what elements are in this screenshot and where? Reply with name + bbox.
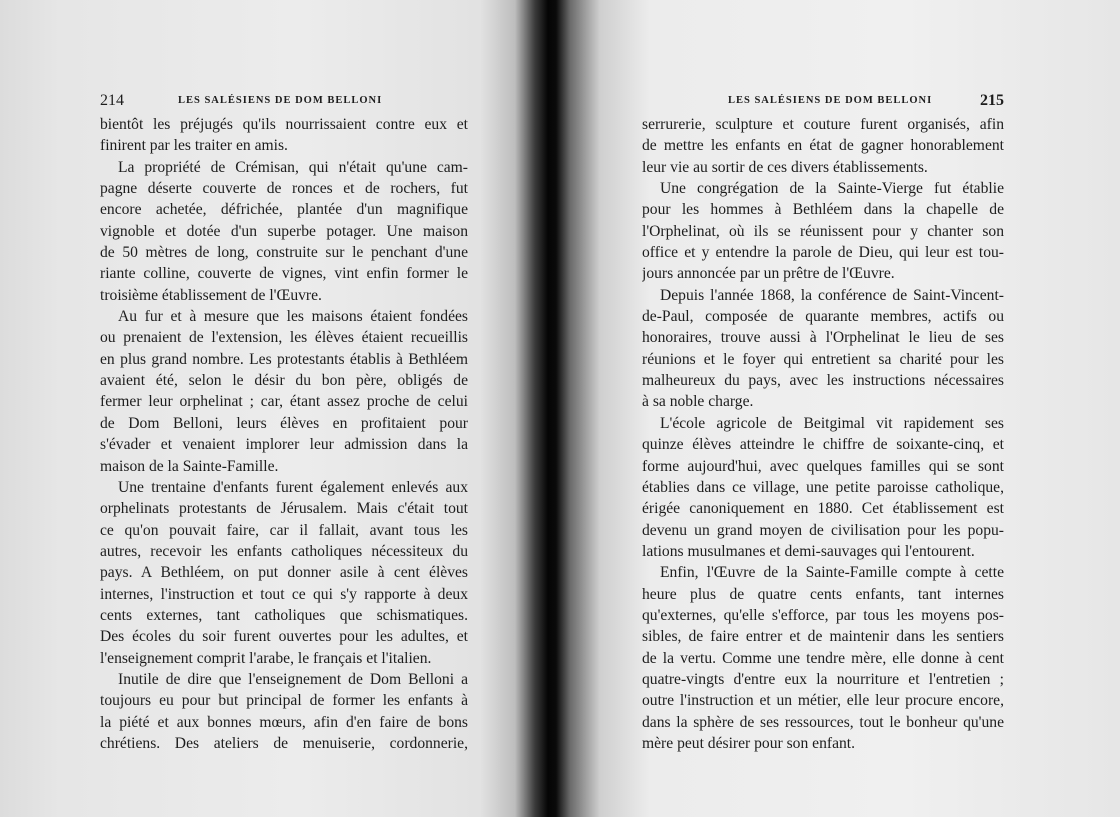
text-line: pays. A Bethléem, on put donner asile à cent élèves — [100, 564, 468, 582]
text-line: de la vertu. Comme une tendre mère, elle donne à cent — [642, 649, 1004, 667]
page-number: 214 — [100, 92, 124, 109]
text-line: Depuis l'année 1868, la conférence de Saint-Vincent- — [660, 286, 1004, 304]
paragraph — [100, 306, 468, 477]
text-line: l'Orphelinat, où ils se réunissent pour y chanter son — [642, 222, 1004, 240]
text-line: internes, l'instruction et tout ce qui s'y rapporte à deux — [100, 585, 468, 603]
text-line: de-Paul, composée de quarante membres, actifs ou — [642, 308, 1004, 326]
text-line: autres, recevoir les enfants catholiques nécessiteux du — [100, 542, 468, 560]
text-line: fermer leur orphelinat ; car, étant assez proche de celui — [100, 393, 468, 411]
text-line: honoraires, trouve aussi à l'Orphelinat le lieu de ses — [642, 329, 1004, 347]
page-number: 215 — [980, 92, 1004, 109]
text-line: de 50 mètres de long, construite sur le penchant d'une — [100, 244, 468, 262]
text-line: avaient été, selon le désir du bon père, obligés de — [100, 372, 468, 390]
text-line: heure plus de quatre cents enfants, tant internes — [642, 585, 1004, 603]
text-line: mère peut désirer pour son enfant. — [642, 734, 856, 752]
paragraph — [100, 114, 468, 157]
paragraph — [100, 669, 468, 754]
text-line: toujours eu pour but principal de former les enfants à — [100, 692, 468, 710]
paragraph — [100, 477, 468, 669]
text-line: serrurerie, sculpture et couture furent organisés, afin — [642, 116, 1004, 133]
text-line: Au fur et à mesure que les maisons étaient fondées — [118, 308, 468, 326]
text-line: maison de la Sainte-Famille. — [100, 457, 279, 475]
text-line: Enfin, l'Œuvre de la Sainte-Famille compte à cette — [660, 564, 1004, 582]
page-body — [642, 114, 1004, 754]
text-line: érigée canoniquement en 1880. Cet établissement est — [642, 500, 1004, 518]
text-line: chrétiens. Des ateliers de menuiserie, cordonnerie, — [100, 734, 468, 752]
running-head: LES SALÉSIENS DE DOM BELLONI — [178, 95, 383, 106]
text-line: lations musulmanes et demi-sauvages qui l'entourent. — [642, 542, 975, 560]
text-line: à sa noble charge. — [642, 393, 754, 411]
paragraph — [642, 562, 1004, 754]
text-line: troisième établissement de l'Œuvre. — [100, 286, 322, 304]
paragraph — [100, 157, 468, 306]
text-line: réunions et le foyer qui entretient sa charité pour les — [642, 350, 1004, 368]
text-line: ce qu'on pouvait faire, car il fallait, avant tous les — [100, 521, 468, 539]
text-line: quatre-vingts d'entre eux la nourriture et l'entretien ; — [642, 670, 1004, 688]
text-line: office et y entendre la parole de Dieu, qui leur est tou- — [642, 244, 1004, 262]
text-line: de mettre les enfants en état de gagner honorablement — [642, 137, 1004, 155]
text-line: Une trentaine d'enfants furent également enlevés aux — [118, 478, 468, 496]
paragraph — [642, 114, 1004, 178]
text-line: l'enseignement comprit l'arabe, le français et l'italien. — [100, 649, 432, 667]
text-line: qu'externes, qu'elle s'efforce, par tous les moyens pos- — [642, 606, 1004, 624]
text-line: finirent par les traiter en amis. — [100, 137, 288, 155]
text-line: vignoble et dotée d'un superbe potager. Une maison — [100, 222, 468, 240]
paragraph — [642, 178, 1004, 285]
text-line: jours annoncée par un prêtre de l'Œuvre. — [642, 265, 895, 283]
text-line: leur vie au sortir de ces divers établissements. — [642, 158, 928, 176]
text-line: riante colline, couverte de vignes, vint enfin former le — [100, 265, 468, 283]
text-line: établies dans ce village, une petite paroisse catholique, — [642, 478, 1004, 496]
text-line: pagne déserte couverte de ronces et de rochers, fut — [100, 180, 468, 198]
text-line: ou prenaient de l'extension, les élèves étaient recueillis — [100, 329, 468, 347]
text-line: de Dom Belloni, leurs élèves en profitaient pour — [100, 414, 468, 432]
text-line: devenu un grand moyen de civilisation pour les popu- — [642, 521, 1004, 539]
page-header — [100, 92, 468, 114]
page-body — [100, 114, 468, 754]
text-line: malheureux du pays, avec les instructions nécessaires — [642, 372, 1004, 390]
paragraph — [642, 285, 1004, 413]
text-line: dans la sphère de ses ressources, tout le bonheur qu'une — [642, 713, 1004, 731]
text-line: bientôt les préjugés qu'ils nourrissaient contre eux et — [100, 116, 468, 133]
text-line: Une congrégation de la Sainte-Vierge fut établie — [660, 180, 1004, 198]
text-line: sibles, de faire entrer et de maintenir dans les sentiers — [642, 628, 1004, 646]
text-line: outre l'instruction et un métier, elle leur procure encore, — [642, 692, 1004, 710]
text-line: L'école agricole de Beitgimal vit rapidement ses — [660, 414, 1004, 432]
text-line: La propriété de Crémisan, qui n'était qu'une cam- — [118, 158, 468, 176]
text-line: pour les hommes à Bethléem dans la chapelle de — [642, 201, 1004, 219]
text-line: forme aujourd'hui, avec quelques familles qui se sont — [642, 457, 1004, 475]
text-line: quinze élèves atteindre le chiffre de soixante-cinq, et — [642, 436, 1004, 454]
text-line: cents externes, tant catholiques que schismatiques. — [100, 606, 468, 624]
text-line: Inutile de dire que l'enseignement de Dom Belloni a — [118, 670, 468, 688]
paragraph — [642, 413, 1004, 562]
running-head: LES SALÉSIENS DE DOM BELLONI — [728, 95, 933, 106]
text-line: orphelinats protestants de Jérusalem. Mais c'était tout — [100, 500, 468, 518]
right-page — [642, 92, 1004, 754]
left-page — [100, 92, 468, 754]
text-line: encore achetée, défrichée, plantée d'un magnifique — [100, 201, 468, 219]
text-line: en plus grand nombre. Les protestants établis à Bethléem — [100, 350, 468, 368]
page-header — [642, 92, 1004, 114]
text-line: s'évader et venaient implorer leur admission dans la — [100, 436, 468, 454]
text-line: Des écoles du soir furent ouvertes pour les adultes, et — [100, 628, 468, 646]
text-line: la piété et aux bonnes mœurs, afin d'en faire de bons — [100, 713, 468, 731]
